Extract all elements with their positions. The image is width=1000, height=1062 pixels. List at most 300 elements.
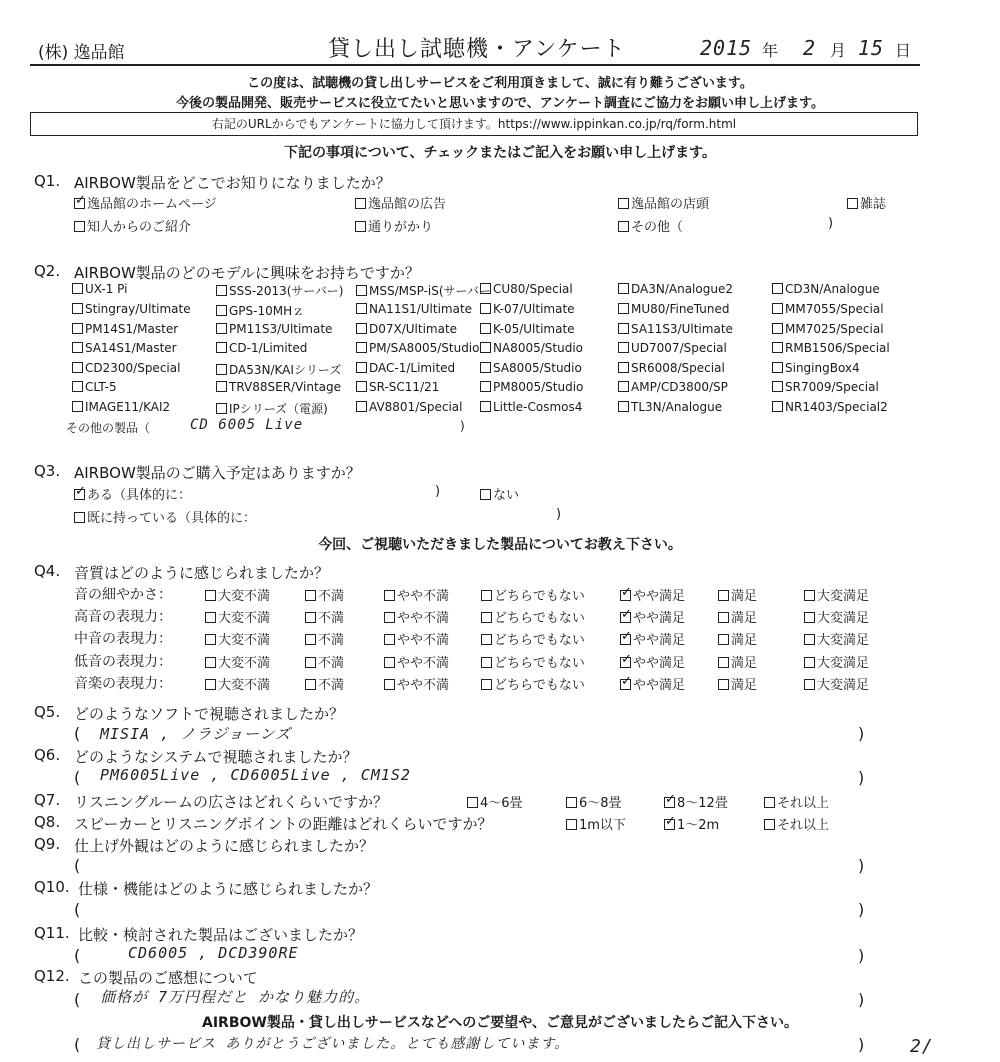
q2-model-option[interactable] — [480, 380, 583, 394]
checkbox-icon[interactable] — [205, 612, 216, 623]
q2-model-option[interactable] — [618, 341, 727, 355]
form-title: 貸し出し試聴機・アンケート — [328, 37, 626, 62]
q7-option-more[interactable]: それ以上 — [764, 792, 829, 811]
q4-rating-option[interactable] — [718, 585, 757, 604]
checkbox-icon[interactable] — [566, 819, 577, 830]
q4-row-label: 音の細やかさ： — [74, 587, 172, 603]
q1-option-magazine[interactable]: 雑誌 — [847, 193, 886, 212]
q2-other-label: その他の製品（ — [66, 421, 151, 435]
q4-rating-label: やや不満 — [397, 656, 450, 671]
q2-model-option[interactable] — [480, 302, 575, 316]
q2-model-option[interactable] — [72, 341, 177, 355]
checkbox-icon[interactable] — [772, 303, 783, 314]
checkbox-icon[interactable] — [216, 381, 227, 392]
q2-model-option[interactable] — [356, 341, 479, 355]
q4-rating-option[interactable] — [804, 652, 869, 671]
checkbox-icon[interactable] — [305, 612, 316, 623]
q7-option-4-6[interactable]: 4〜6畳 — [467, 792, 523, 811]
q5-answer-handwritten: MISIA , ノラジョーンズ — [100, 725, 292, 743]
checkbox-icon[interactable] — [481, 634, 492, 645]
q2-model-label: CLT-5 — [85, 380, 117, 394]
checkbox-icon[interactable] — [216, 285, 227, 296]
q2-model-label: TRV88SER/Vintage — [229, 380, 342, 394]
checkbox-icon[interactable] — [384, 679, 395, 690]
q2-model-option[interactable] — [772, 400, 888, 414]
checkbox-icon[interactable] — [618, 401, 629, 412]
date-month-handwritten: 2 — [803, 36, 817, 60]
q2-model-label: MSS/MSP-iS(サーバー — [369, 284, 491, 298]
q4-rating-option[interactable] — [205, 629, 270, 648]
q4-rating-label: やや満足 — [633, 678, 686, 693]
q4-rating-option[interactable] — [305, 629, 344, 648]
q4-rating-label: どちらでもない — [494, 589, 585, 604]
q1-option-other[interactable]: その他（ — [618, 216, 683, 235]
checkbox-icon[interactable] — [72, 381, 83, 392]
checkbox-icon[interactable] — [772, 323, 783, 334]
q5-number: Q5. — [34, 703, 61, 721]
q4-rating-label: 不満 — [318, 633, 345, 648]
q4-rating-label: やや不満 — [397, 611, 450, 626]
q4-rating-option[interactable] — [481, 652, 585, 671]
q5-paren-open: ( — [74, 724, 81, 743]
q2-model-option[interactable] — [356, 322, 457, 336]
checkbox-icon[interactable] — [356, 285, 367, 296]
q2-model-option[interactable] — [618, 361, 725, 375]
q4-rating-option[interactable] — [718, 629, 757, 648]
checkbox-icon[interactable] — [74, 512, 85, 523]
checkbox-icon[interactable] — [205, 679, 216, 690]
q10-paren-open: ( — [74, 900, 81, 919]
q4-rating-option[interactable] — [305, 674, 344, 693]
checkbox-checked-icon[interactable] — [74, 489, 85, 500]
checkbox-icon[interactable] — [772, 283, 783, 294]
q4-rating-label: 大変満足 — [817, 656, 870, 671]
q4-rating-option[interactable] — [481, 629, 585, 648]
intro-line-1: この度は、試聴機の貸し出しサービスをご利用頂きまして、誠に有り難うございます。 — [247, 76, 753, 91]
q2-model-label: SA11S3/Ultimate — [631, 322, 733, 336]
checkbox-icon[interactable] — [205, 634, 216, 645]
q2-model-label: NA11S1/Ultimate — [369, 302, 473, 316]
q1-option-ad[interactable]: 逸品館の広告 — [355, 193, 446, 212]
q5-text: どのようなソフトで視聴されましたか？ — [74, 705, 345, 723]
checkbox-icon[interactable] — [216, 305, 227, 316]
checkbox-icon[interactable] — [384, 612, 395, 623]
q4-row-label: 高音の表現力： — [74, 609, 172, 625]
checkbox-icon[interactable] — [205, 657, 216, 668]
date-year-label: 年 — [762, 41, 779, 60]
checkbox-icon[interactable] — [72, 342, 83, 353]
q2-model-label: GPS-10MHｚ — [229, 304, 305, 318]
q2-other-close: ) — [460, 419, 465, 433]
q2-model-option[interactable] — [772, 282, 880, 296]
q2-model-label: MM7055/Special — [785, 302, 884, 316]
checkbox-checked-icon[interactable] — [620, 634, 631, 645]
q4-rating-option[interactable] — [384, 652, 449, 671]
q2-model-option[interactable] — [216, 380, 341, 394]
checkbox-icon[interactable] — [804, 657, 815, 668]
q2-model-label: Little-Cosmos4 — [493, 400, 583, 414]
checkbox-icon[interactable] — [72, 362, 83, 373]
q2-model-option[interactable] — [618, 380, 728, 394]
q2-model-label: SA8005/Studio — [493, 361, 582, 375]
checkbox-icon[interactable] — [718, 634, 729, 645]
q2-model-option[interactable] — [772, 302, 884, 316]
q2-model-option[interactable] — [356, 302, 472, 316]
q4-rating-option[interactable] — [384, 674, 449, 693]
q2-model-option[interactable] — [480, 322, 575, 336]
checkbox-icon[interactable] — [764, 797, 775, 808]
q4-rating-label: やや不満 — [397, 678, 450, 693]
checkbox-icon[interactable] — [216, 403, 227, 414]
checkbox-icon[interactable] — [718, 590, 729, 601]
url-line: 右記のURLからでもアンケートに協力して頂けます。https://www.ippinkan.co.jp/rq/form.html — [211, 117, 737, 131]
q1-option-store[interactable]: 逸品館の店頭 — [618, 193, 709, 212]
checkbox-icon[interactable] — [305, 657, 316, 668]
q2-model-label: MM7025/Special — [785, 322, 884, 336]
checkbox-icon[interactable] — [804, 590, 815, 601]
q2-model-option[interactable] — [72, 380, 117, 394]
q11-answer-handwritten: CD6005 , DCD390RE — [128, 944, 299, 962]
closing-heading: AIRBOW製品・貸し出しサービスなどへのご要望や、ご意見がございましたらご記入下さい。 — [202, 1015, 798, 1031]
q2-model-option[interactable] — [618, 302, 730, 316]
checkbox-icon[interactable] — [305, 679, 316, 690]
q2-model-option[interactable] — [216, 341, 307, 355]
q3-option-yes[interactable]: ✓ある（具体的に： — [74, 484, 191, 503]
date-day-handwritten: 15 — [858, 36, 885, 60]
q4-rating-option[interactable] — [620, 674, 685, 693]
q4-rating-option[interactable] — [384, 607, 449, 626]
q2-model-option[interactable] — [618, 322, 733, 336]
q4-rating-label: 満足 — [731, 611, 758, 626]
checkbox-icon[interactable] — [480, 362, 491, 373]
checkbox-checked-icon[interactable] — [620, 657, 631, 668]
q4-rating-label: やや満足 — [633, 656, 686, 671]
closing-paren-open: ( — [74, 1035, 81, 1054]
q12-number: Q12. — [34, 967, 70, 985]
q4-rating-option[interactable] — [305, 607, 344, 626]
q9-number: Q9. — [34, 835, 61, 853]
closing-paren-close: ) — [858, 1035, 865, 1054]
q4-rating-label: どちらでもない — [494, 656, 585, 671]
checkbox-icon[interactable] — [618, 283, 629, 294]
q2-model-option[interactable] — [618, 400, 722, 414]
q2-model-label: PM/SA8005/Studio — [369, 341, 480, 355]
q4-rating-option[interactable] — [620, 607, 685, 626]
checkbox-icon[interactable] — [480, 303, 491, 314]
checkbox-icon[interactable] — [718, 679, 729, 690]
q2-model-option[interactable] — [216, 400, 328, 417]
checkbox-icon[interactable] — [772, 401, 783, 412]
q2-model-option[interactable] — [216, 361, 341, 378]
q2-model-label: DAC-1/Limited — [369, 361, 456, 375]
q4-rating-option[interactable] — [305, 652, 344, 671]
checkbox-icon[interactable] — [804, 612, 815, 623]
q2-model-label: AV8801/Special — [369, 400, 463, 414]
instruction: 下記の事項について、チェックまたはご記入をお願い申し上げます。 — [284, 145, 716, 161]
checkbox-icon[interactable] — [618, 221, 629, 232]
q2-model-option[interactable] — [480, 341, 583, 355]
q4-number: Q4. — [34, 562, 61, 580]
checkbox-icon[interactable] — [804, 634, 815, 645]
q2-model-label: UX-1 Pi — [85, 282, 128, 296]
q8-number: Q8. — [34, 813, 61, 831]
q1-option-passing[interactable]: 通りがかり — [355, 216, 433, 235]
q4-rating-label: 満足 — [731, 589, 758, 604]
section-2-heading: 今回、ご視聴いただきました製品についてお教え下さい。 — [318, 537, 682, 553]
intro-line-2: 今後の製品開発、販売サービスに役立てたいと思いますので、アンケート調査にご協力をお願い申し上げます。 — [176, 96, 824, 111]
q4-rating-option[interactable] — [620, 585, 685, 604]
checkbox-icon[interactable] — [216, 342, 227, 353]
checkbox-icon[interactable] — [305, 590, 316, 601]
q7-option-6-8[interactable]: 6〜8畳 — [566, 792, 622, 811]
checkbox-icon[interactable] — [480, 381, 491, 392]
q4-rating-option[interactable] — [718, 607, 757, 626]
q10-paren-close: ) — [858, 900, 865, 919]
checkbox-icon[interactable] — [305, 634, 316, 645]
checkbox-checked-icon[interactable] — [620, 590, 631, 601]
q2-model-label: CD3N/Analogue — [785, 282, 880, 296]
q8-option-more[interactable]: それ以上 — [764, 814, 829, 833]
checkbox-icon[interactable] — [618, 381, 629, 392]
company-name: (株) 逸品館 — [38, 43, 125, 63]
q4-rating-label: 不満 — [318, 656, 345, 671]
q5-paren-close: ) — [858, 724, 865, 743]
checkbox-checked-icon[interactable] — [664, 819, 675, 830]
q2-model-option[interactable] — [72, 361, 180, 375]
q1-number: Q1. — [34, 172, 61, 190]
q2-model-option[interactable] — [216, 282, 343, 299]
checkbox-icon[interactable] — [74, 221, 85, 232]
q2-model-option[interactable] — [772, 361, 860, 375]
q9-paren-close: ) — [858, 856, 865, 875]
q2-model-label: D07X/Ultimate — [369, 322, 458, 336]
q6-paren-close: ) — [858, 768, 865, 787]
q2-model-option[interactable] — [72, 282, 128, 296]
q4-text: 音質はどのように感じられましたか？ — [74, 564, 330, 582]
checkbox-icon[interactable] — [481, 657, 492, 668]
q4-rating-option[interactable] — [804, 607, 869, 626]
checkbox-icon[interactable] — [772, 342, 783, 353]
q3-option-no[interactable]: ない — [480, 484, 519, 503]
q4-rating-option[interactable] — [804, 629, 869, 648]
q4-rating-option[interactable] — [205, 585, 270, 604]
q4-rating-label: 大変不満 — [218, 633, 271, 648]
q6-paren-open: ( — [74, 768, 81, 787]
q4-rating-option[interactable] — [481, 585, 585, 604]
q2-model-option[interactable] — [480, 282, 573, 296]
checkbox-icon[interactable] — [384, 657, 395, 668]
checkbox-icon[interactable] — [772, 362, 783, 373]
q7-option-8-12[interactable]: ✓ 8〜12畳 — [664, 792, 728, 811]
q4-rating-label: 大変満足 — [817, 678, 870, 693]
q4-rating-option[interactable] — [620, 652, 685, 671]
q6-answer-handwritten: PM6005Live , CD6005Live , CM1S2 — [100, 766, 411, 784]
q4-rating-option[interactable] — [804, 585, 869, 604]
q6-text: どのようなシステムで視聴されましたか？ — [74, 748, 358, 766]
checkbox-icon[interactable] — [618, 198, 629, 209]
q7-text: リスニングルームの広さはどれくらいですか？ — [74, 793, 388, 811]
q2-model-label: AMP/CD3800/SP — [631, 380, 728, 394]
checkbox-icon[interactable] — [72, 401, 83, 412]
q2-model-label: PM11S3/Ultimate — [229, 322, 333, 336]
q4-rating-option[interactable] — [205, 607, 270, 626]
q8-option-under-1m[interactable]: 1m以下 — [566, 814, 626, 833]
q10-text: 仕様・機能はどのように感じられましたか？ — [78, 880, 379, 898]
q4-rating-label: 満足 — [731, 633, 758, 648]
q1-option-homepage[interactable]: ✓逸品館のホームページ — [74, 193, 217, 212]
q2-model-option[interactable] — [356, 282, 491, 299]
q2-model-option[interactable] — [480, 361, 582, 375]
q11-number: Q11. — [34, 924, 70, 942]
q2-model-label: K-07/Ultimate — [493, 302, 575, 316]
q9-text: 仕上げ外観はどのように感じられましたか？ — [74, 837, 375, 855]
header-rule — [30, 64, 920, 66]
q1-other-close: ) — [828, 216, 834, 231]
checkbox-icon[interactable] — [480, 342, 491, 353]
q2-model-label: PM8005/Studio — [493, 380, 584, 394]
q8-option-1-2m[interactable]: ✓ 1〜2m — [664, 814, 719, 833]
checkbox-icon[interactable] — [480, 323, 491, 334]
q2-model-option[interactable] — [356, 400, 462, 414]
q2-model-label: NR1403/Special2 — [785, 400, 888, 414]
checkbox-icon[interactable] — [356, 401, 367, 412]
q4-rating-label: やや満足 — [633, 633, 686, 648]
checkbox-icon[interactable] — [72, 303, 83, 314]
q4-rating-option[interactable] — [481, 674, 585, 693]
checkbox-icon[interactable] — [216, 323, 227, 334]
date-day-label: 日 — [895, 41, 912, 60]
checkbox-checked-icon[interactable] — [620, 612, 631, 623]
q2-model-label: Stingray/Ultimate — [85, 302, 191, 316]
q1-option-friend[interactable]: 知人からのご紹介 — [74, 216, 191, 235]
q3-option-have[interactable]: 既に持っている（具体的に： — [74, 507, 256, 526]
q12-paren-close: ) — [858, 990, 865, 1009]
q2-model-option[interactable] — [356, 380, 439, 394]
checkbox-icon[interactable] — [72, 283, 83, 294]
checkbox-icon[interactable] — [618, 323, 629, 334]
q4-rating-option[interactable] — [620, 629, 685, 648]
closing-answer-handwritten: 貸し出しサービス ありがとうございました。とても感謝しています。 — [96, 1036, 570, 1052]
checkbox-icon[interactable] — [355, 221, 366, 232]
q4-rating-label: 満足 — [731, 656, 758, 671]
checkbox-icon[interactable] — [356, 303, 367, 314]
checkbox-checked-icon[interactable] — [74, 198, 85, 209]
q7-number: Q7. — [34, 791, 61, 809]
q4-rating-label: どちらでもない — [494, 633, 585, 648]
page-mark-handwritten: 2/ — [910, 1036, 934, 1057]
checkbox-icon[interactable] — [356, 381, 367, 392]
q4-rating-label: 不満 — [318, 589, 345, 604]
q4-rating-label: やや不満 — [397, 633, 450, 648]
q4-rating-option[interactable] — [305, 585, 344, 604]
q2-model-label: SA14S1/Master — [85, 341, 177, 355]
q4-rating-label: 大変不満 — [218, 678, 271, 693]
checkbox-icon[interactable] — [481, 612, 492, 623]
checkbox-icon[interactable] — [205, 590, 216, 601]
checkbox-icon[interactable] — [772, 381, 783, 392]
q2-model-option[interactable] — [772, 341, 890, 355]
q2-model-option[interactable] — [618, 282, 733, 296]
checkbox-icon[interactable] — [566, 797, 577, 808]
q2-model-option[interactable] — [216, 302, 304, 319]
q2-model-label: PM14S1/Master — [85, 322, 179, 336]
q2-model-option[interactable] — [72, 400, 170, 414]
checkbox-icon[interactable] — [356, 342, 367, 353]
checkbox-icon[interactable] — [480, 401, 491, 412]
q3-yes-close: ) — [435, 484, 441, 499]
q2-model-label: SR-SC11/21 — [369, 380, 440, 394]
q2-model-label: MU80/FineTuned — [631, 302, 730, 316]
checkbox-icon[interactable] — [355, 198, 366, 209]
q4-rating-label: 大変不満 — [218, 611, 271, 626]
q9-paren-open: ( — [74, 856, 81, 875]
checkbox-icon[interactable] — [384, 634, 395, 645]
checkbox-checked-icon[interactable] — [664, 797, 675, 808]
q2-model-option[interactable] — [356, 361, 455, 375]
checkbox-icon[interactable] — [481, 590, 492, 601]
q12-paren-open: ( — [74, 990, 81, 1009]
q2-model-option[interactable] — [216, 322, 332, 336]
q2-model-option[interactable] — [480, 400, 582, 414]
checkbox-icon[interactable] — [618, 342, 629, 353]
q4-rating-label: やや満足 — [633, 611, 686, 626]
checkbox-icon[interactable] — [718, 657, 729, 668]
q4-rating-option[interactable] — [205, 652, 270, 671]
q2-model-option[interactable] — [772, 380, 879, 394]
checkbox-icon[interactable] — [467, 797, 478, 808]
q4-rating-option[interactable] — [718, 652, 757, 671]
q2-model-label: DA53N/KAIシリーズ — [229, 363, 342, 377]
q4-rating-option[interactable] — [718, 674, 757, 693]
checkbox-icon[interactable] — [72, 323, 83, 334]
checkbox-icon[interactable] — [216, 364, 227, 375]
q2-model-option[interactable] — [772, 322, 884, 336]
checkbox-checked-icon[interactable] — [620, 679, 631, 690]
checkbox-icon[interactable] — [356, 362, 367, 373]
checkbox-icon[interactable] — [480, 489, 491, 500]
q4-rating-option[interactable] — [384, 585, 449, 604]
q4-rating-option[interactable] — [205, 674, 270, 693]
q12-text: この製品のご感想について — [78, 969, 258, 987]
checkbox-icon[interactable] — [480, 283, 491, 294]
checkbox-icon[interactable] — [356, 323, 367, 334]
checkbox-icon[interactable] — [718, 612, 729, 623]
checkbox-icon[interactable] — [618, 362, 629, 373]
q2-model-label: DA3N/Analogue2 — [631, 282, 733, 296]
q4-rating-option[interactable] — [384, 629, 449, 648]
q2-model-label: IPシリーズ（電源) — [229, 402, 328, 416]
q2-model-option[interactable] — [72, 322, 178, 336]
q4-rating-option[interactable] — [481, 607, 585, 626]
q4-rating-label: 大変満足 — [817, 589, 870, 604]
q2-model-label: NA8005/Studio — [493, 341, 583, 355]
q2-model-label: K-05/Ultimate — [493, 322, 575, 336]
checkbox-icon[interactable] — [804, 679, 815, 690]
q4-row-label: 音楽の表現力： — [74, 676, 172, 692]
q2-model-label: SingingBox4 — [785, 361, 860, 375]
q2-model-option[interactable] — [72, 302, 191, 316]
q2-model-label: UD7007/Special — [631, 341, 727, 355]
checkbox-icon[interactable] — [764, 819, 775, 830]
checkbox-icon[interactable] — [481, 679, 492, 690]
checkbox-icon[interactable] — [384, 590, 395, 601]
checkbox-icon[interactable] — [618, 303, 629, 314]
q2-model-label: IMAGE11/KAI2 — [85, 400, 171, 414]
q4-rating-label: 満足 — [731, 678, 758, 693]
q4-rating-label: やや満足 — [633, 589, 686, 604]
q4-rating-option[interactable] — [804, 674, 869, 693]
checkbox-icon[interactable] — [847, 198, 858, 209]
